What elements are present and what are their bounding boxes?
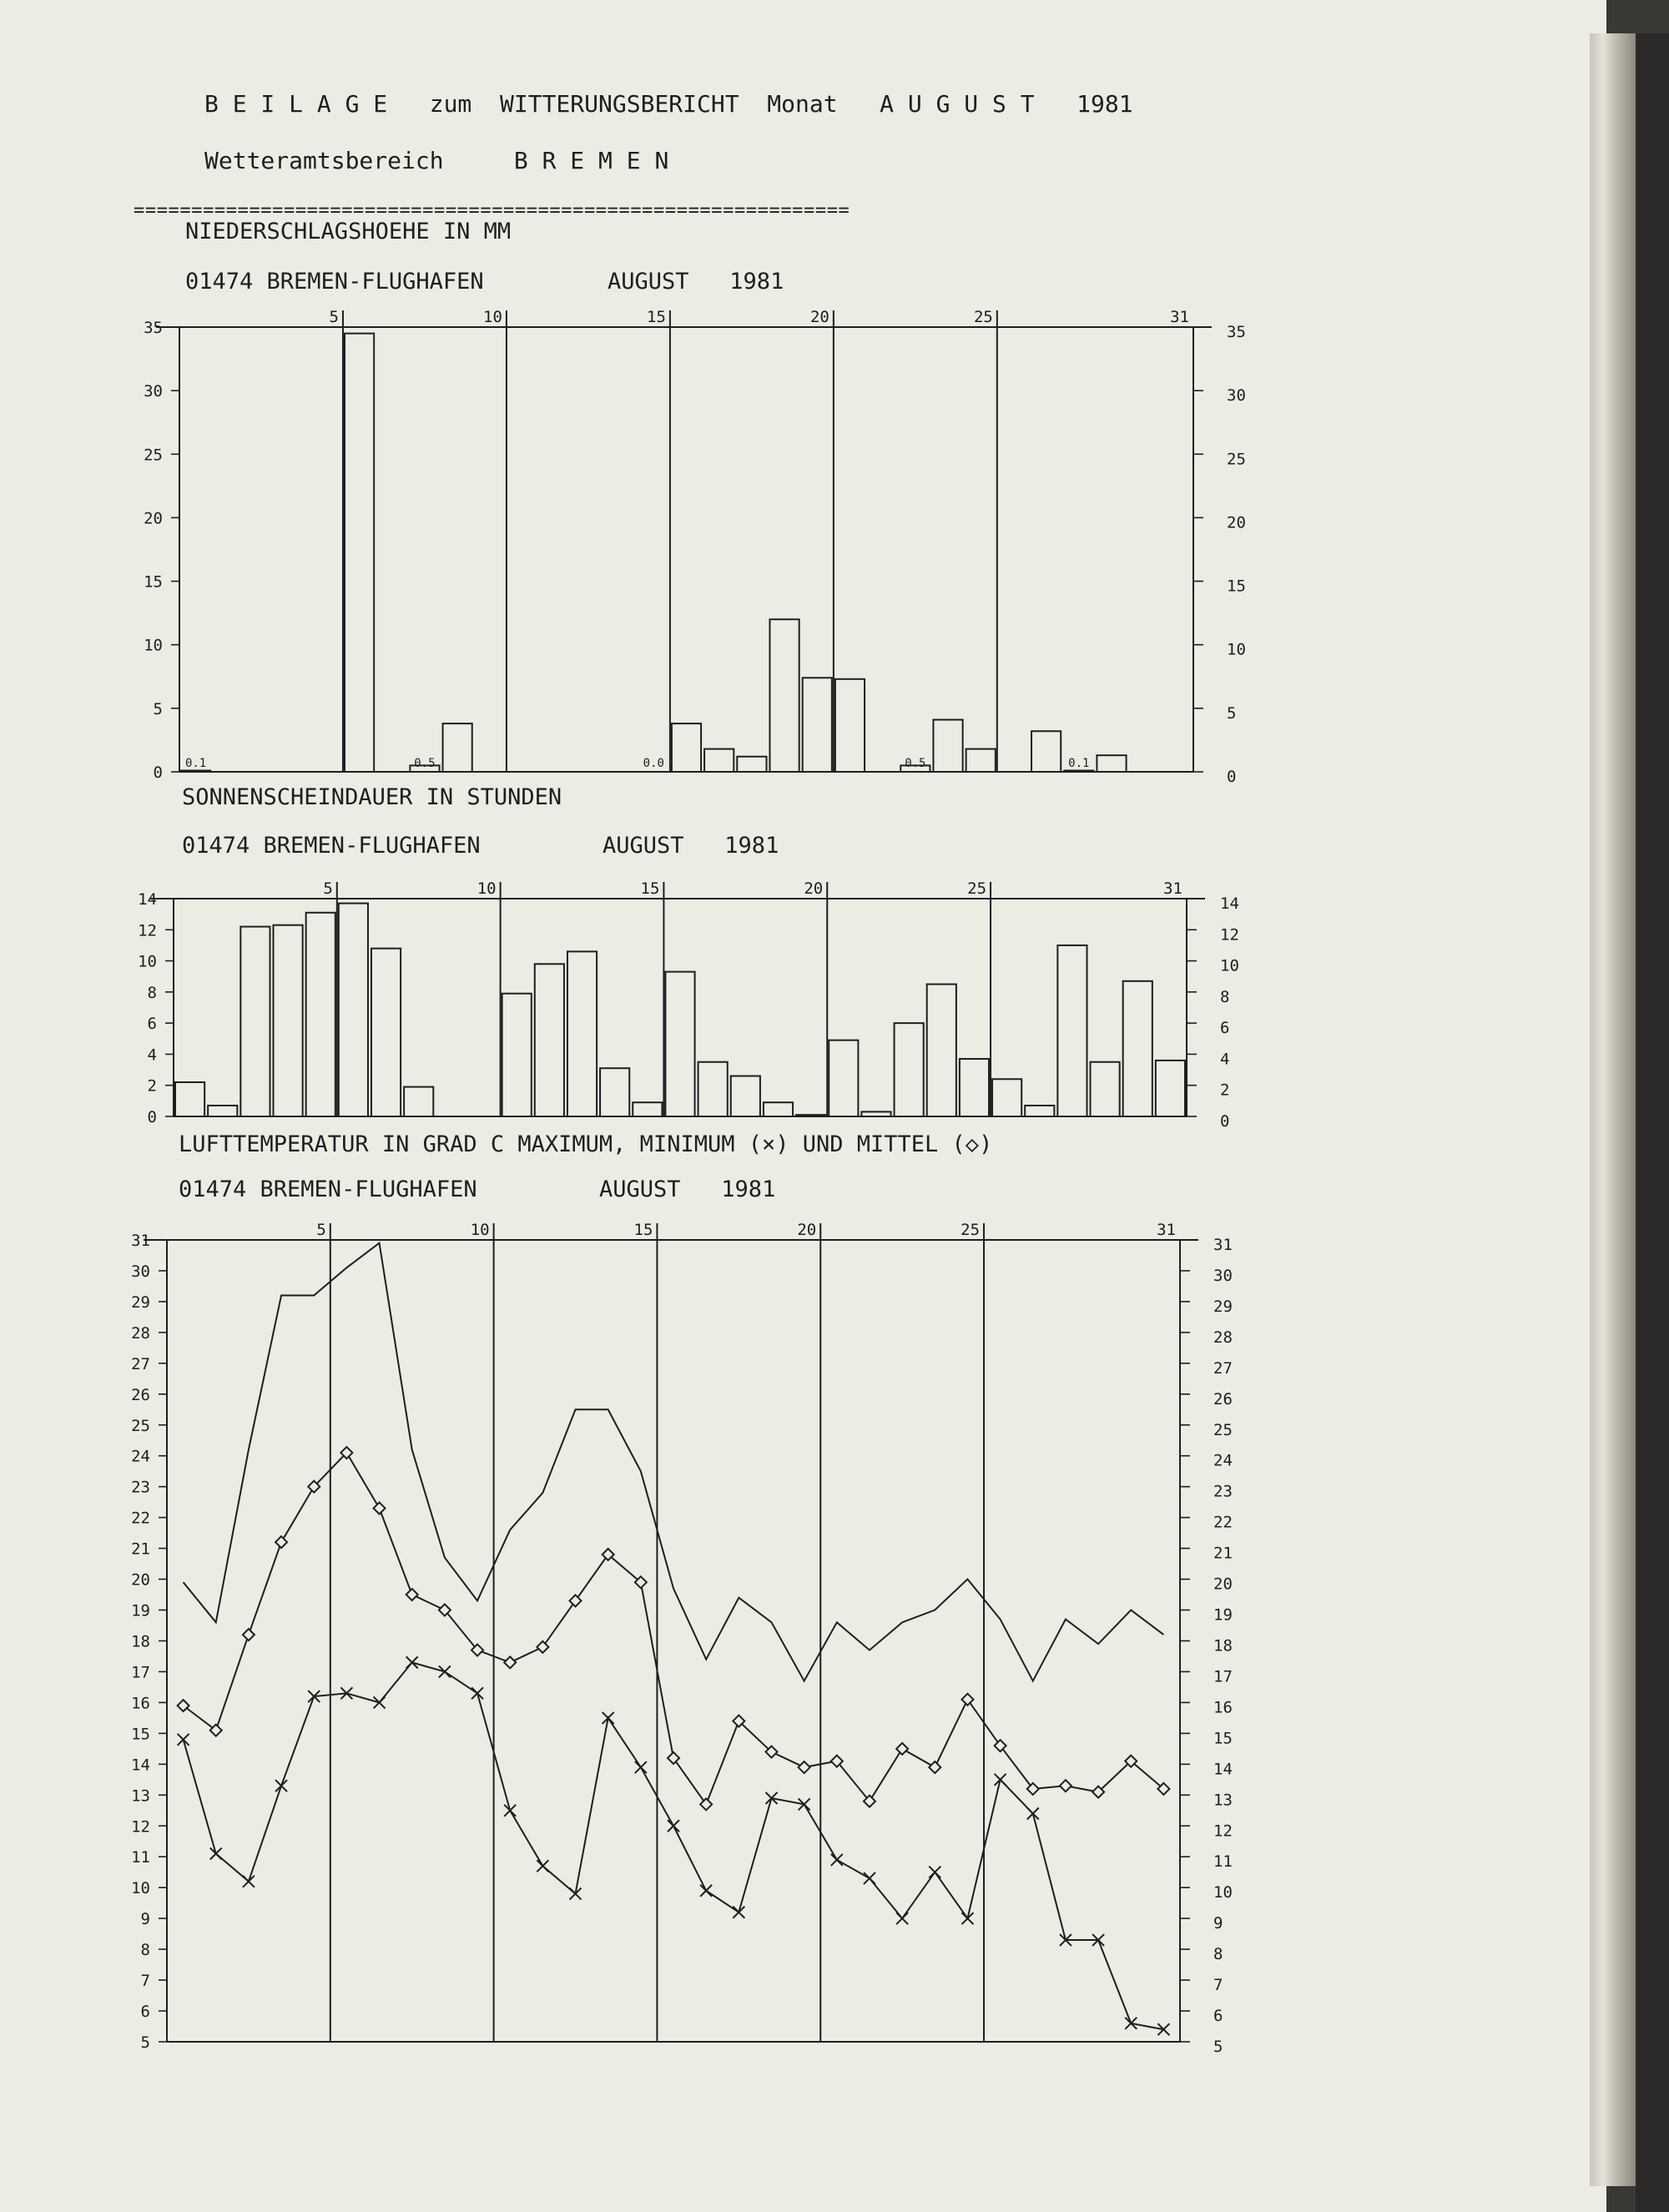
temperature-mittel-point	[1060, 1780, 1071, 1791]
temperature-y-tick-label: 11	[131, 1848, 150, 1867]
temperature-y-tick-label: 24	[131, 1447, 150, 1466]
sunshine-bar	[1091, 1062, 1120, 1116]
precip-bar	[769, 619, 799, 772]
sunshine-y-tick-label: 6	[147, 1015, 157, 1034]
sunshine-y-tick-label-right: 0	[1220, 1112, 1230, 1131]
sunshine-bar	[240, 927, 270, 1116]
sunshine-bar	[992, 1079, 1021, 1116]
temperature-mittel-point	[374, 1503, 386, 1514]
sunshine-y-tick-label: 14	[138, 890, 157, 909]
sunshine-bar	[698, 1062, 728, 1116]
temperature-y-tick-label-right: 23	[1213, 1482, 1233, 1501]
temperature-minimum-point	[439, 1665, 451, 1677]
precip-bar	[803, 678, 832, 772]
sunshine-bar	[633, 1102, 662, 1116]
temperature-y-tick-label: 17	[131, 1663, 150, 1682]
temperature-mittel-point	[537, 1641, 548, 1653]
sunshine-bar	[895, 1023, 924, 1116]
temperature-minimum-point	[929, 1867, 940, 1878]
sunshine-bar	[960, 1059, 989, 1116]
temperature-y-tick-label: 25	[131, 1416, 150, 1435]
precip-y-tick-label: 25	[144, 446, 163, 465]
sunshine-bar	[339, 904, 368, 1116]
sunshine-chart	[138, 879, 1239, 1131]
temperature-y-tick-label: 7	[140, 1972, 150, 1991]
precip-y-tick-label: 15	[144, 572, 163, 592]
temperature-minimum-point	[210, 1848, 222, 1860]
sunshine-bar	[371, 949, 401, 1116]
precip-x-tick-label: 5	[329, 308, 339, 326]
sunshine-y-tick-label: 10	[138, 952, 157, 971]
temperature-y-tick-label: 14	[131, 1756, 150, 1775]
precip-y-tick-label-right: 10	[1227, 640, 1246, 659]
temperature-mittel-point	[799, 1761, 810, 1773]
temperature-minimum-point	[635, 1761, 647, 1773]
precip-y-tick-label: 10	[144, 636, 163, 655]
sunshine-bar	[273, 925, 302, 1116]
temperature-chart	[131, 1221, 1233, 2056]
precip-bar	[345, 334, 374, 772]
precip-y-tick-label: 5	[153, 699, 163, 718]
sunshine-x-tick-label: 31	[1163, 879, 1182, 898]
sunshine-bar	[1156, 1061, 1185, 1116]
precip-bar	[1064, 770, 1093, 772]
precip-y-tick-label-right: 20	[1227, 513, 1246, 532]
precip-bar	[737, 757, 766, 772]
temperature-x-tick-label: 20	[797, 1221, 817, 1239]
sunshine-bar	[764, 1102, 793, 1116]
sunshine-y-tick-label-right: 12	[1220, 925, 1239, 945]
temperature-minimum-point	[961, 1912, 973, 1924]
precip-bar	[1097, 755, 1126, 772]
sunshine-y-tick-label-right: 14	[1220, 894, 1239, 913]
temperature-minimum-point	[504, 1805, 516, 1816]
temperature-y-tick-label-right: 30	[1213, 1266, 1233, 1285]
temperature-y-tick-label: 10	[131, 1879, 150, 1898]
sunshine-bar	[567, 951, 597, 1116]
sunshine-y-tick-label: 12	[138, 921, 157, 940]
precip-x-tick-label: 31	[1170, 308, 1189, 326]
sunshine-bar	[861, 1111, 890, 1116]
temperature-y-tick-label: 6	[140, 2003, 150, 2022]
temperature-y-tick-label: 31	[131, 1232, 150, 1250]
temperature-y-tick-label-right: 27	[1213, 1358, 1233, 1378]
temperature-x-tick-label: 25	[961, 1221, 981, 1239]
precip-y-tick-label-right: 30	[1227, 386, 1246, 406]
precip-y-tick-label: 20	[144, 509, 163, 528]
precip-y-tick-label: 0	[153, 763, 163, 782]
temperature-y-tick-label: 9	[140, 1910, 150, 1929]
precip-bar	[672, 723, 701, 772]
temperature-y-tick-label: 5	[140, 2033, 150, 2052]
temperature-y-tick-label: 26	[131, 1385, 150, 1404]
temperature-y-tick-label-right: 9	[1213, 1914, 1223, 1933]
precip-y-tick-label-right: 25	[1227, 450, 1246, 469]
temperature-y-tick-label: 23	[131, 1478, 150, 1497]
temperature-y-tick-label-right: 13	[1213, 1791, 1233, 1810]
temperature-minimum-point	[1027, 1807, 1039, 1819]
temperature-y-tick-label-right: 19	[1213, 1605, 1233, 1625]
sunshine-y-tick-label-right: 2	[1220, 1081, 1230, 1100]
temperature-mittel-point	[570, 1595, 582, 1606]
temperature-minimum-point	[864, 1872, 875, 1884]
sunshine-y-tick-label-right: 8	[1220, 987, 1230, 1006]
precip-bar-label: 0.5	[414, 757, 436, 770]
sunshine-x-tick-label: 25	[967, 879, 987, 898]
temperature-x-tick-label: 10	[470, 1221, 490, 1239]
temperature-y-tick-label: 12	[131, 1817, 150, 1837]
sunshine-bar	[1057, 945, 1087, 1116]
temperature-minimum-point	[668, 1820, 679, 1832]
sunshine-bar	[502, 994, 532, 1116]
sunshine-bar	[175, 1082, 204, 1116]
temperature-y-tick-label-right: 24	[1213, 1451, 1233, 1470]
temperature-x-tick-label: 5	[316, 1221, 326, 1239]
precip-bar-label: 0.5	[905, 757, 926, 770]
sunshine-x-tick-label: 10	[476, 879, 497, 898]
temperature-x-tick-label: 15	[633, 1221, 653, 1239]
temperature-y-tick-label-right: 12	[1213, 1821, 1233, 1841]
report-header-title: B E I L A G E zum WITTERUNGSBERICHT Monat A U G U S T 1981	[204, 90, 1133, 118]
temperature-y-tick-label-right: 18	[1213, 1636, 1233, 1655]
temperature-mittel-point	[929, 1761, 940, 1773]
precip-bar	[181, 770, 210, 772]
sunshine-y-tick-label-right: 4	[1220, 1050, 1230, 1069]
precipitation-chart	[144, 308, 1246, 786]
temperature-mittel-point	[504, 1656, 516, 1668]
header-separator: ==============================================================	[134, 200, 850, 221]
temperature-y-tick-label-right: 22	[1213, 1513, 1233, 1532]
temperature-mittel-point	[896, 1743, 908, 1755]
sunshine-bar	[1025, 1106, 1054, 1116]
sunshine-x-tick-label: 5	[323, 879, 333, 898]
precip-bar	[704, 749, 734, 772]
temperature-y-tick-label: 18	[131, 1632, 150, 1651]
sunshine-bar	[600, 1068, 629, 1116]
temperature-y-tick-label: 13	[131, 1786, 150, 1806]
sunshine-bar	[208, 1106, 237, 1116]
temperature-y-tick-label: 16	[131, 1694, 150, 1713]
temperature-minimum-point	[831, 1854, 843, 1866]
temperature-y-tick-label: 27	[131, 1354, 150, 1373]
temperature-mittel-point	[700, 1798, 712, 1810]
temperature-y-tick-label-right: 20	[1213, 1575, 1233, 1594]
temperature-y-tick-label-right: 31	[1213, 1236, 1233, 1254]
temperature-minimum-point	[275, 1780, 287, 1791]
precip-station: 01474 BREMEN-FLUGHAFEN	[185, 269, 484, 295]
precip-y-tick-label-right: 0	[1227, 768, 1237, 786]
temperature-y-tick-label-right: 11	[1213, 1852, 1233, 1872]
temperature-x-tick-label: 31	[1157, 1221, 1176, 1239]
precip-y-tick-label: 30	[144, 382, 163, 401]
precip-bar-label: 0.0	[643, 757, 664, 770]
precip-x-tick-label: 10	[483, 308, 502, 326]
temperature-y-tick-label-right: 5	[1213, 2038, 1223, 2056]
temperature-y-tick-label: 19	[131, 1601, 150, 1620]
temperature-minimum-point	[700, 1885, 712, 1897]
sunshine-bar	[1123, 981, 1152, 1116]
sunshine-bar	[404, 1087, 433, 1116]
precip-y-tick-label: 35	[144, 319, 163, 337]
precip-x-tick-label: 20	[809, 308, 829, 326]
temperature-mittel-point	[406, 1589, 418, 1600]
sunshine-bar	[829, 1040, 858, 1116]
temperature-y-tick-label: 21	[131, 1539, 150, 1559]
temperature-y-tick-label-right: 14	[1213, 1760, 1233, 1779]
sunshine-bar	[927, 985, 956, 1116]
sunshine-x-tick-label: 20	[804, 879, 824, 898]
sunshine-station: 01474 BREMEN-FLUGHAFEN	[182, 833, 481, 859]
precip-y-tick-label-right: 5	[1227, 703, 1237, 723]
temperature-y-tick-label-right: 26	[1213, 1389, 1233, 1408]
sunshine-chart-title: SONNENSCHEINDAUER IN STUNDEN	[182, 784, 562, 810]
temperature-minimum-point	[178, 1734, 189, 1746]
precip-bar	[933, 720, 962, 772]
temperature-minimum-point	[471, 1687, 483, 1699]
precip-bar	[966, 749, 996, 772]
temperature-y-tick-label: 28	[131, 1323, 150, 1343]
temperature-y-tick-label-right: 16	[1213, 1698, 1233, 1717]
temperature-y-tick-label: 22	[131, 1509, 150, 1528]
temperature-y-tick-label-right: 28	[1213, 1328, 1233, 1347]
precip-bar	[1031, 731, 1061, 772]
sunshine-y-tick-label-right: 6	[1220, 1019, 1230, 1038]
temperature-y-tick-label-right: 7	[1213, 1976, 1223, 1995]
temperature-y-tick-label: 29	[131, 1292, 150, 1312]
precip-x-tick-label: 15	[647, 308, 666, 326]
precip-x-tick-label: 25	[973, 308, 993, 326]
temperature-y-tick-label-right: 10	[1213, 1883, 1233, 1902]
sunshine-x-tick-label: 15	[640, 879, 660, 898]
sunshine-period: AUGUST 1981	[603, 833, 779, 859]
sunshine-y-tick-label: 2	[147, 1076, 157, 1096]
precip-bar-label: 0.1	[1068, 757, 1090, 770]
temperature-station: 01474 BREMEN-FLUGHAFEN	[179, 1177, 477, 1202]
temperature-y-tick-label: 20	[131, 1570, 150, 1590]
temperature-y-tick-label-right: 21	[1213, 1544, 1233, 1563]
precip-bar-label: 0.1	[184, 757, 207, 770]
temperature-period: AUGUST 1981	[599, 1177, 776, 1202]
temperature-y-tick-label: 15	[131, 1725, 150, 1744]
temperature-y-tick-label-right: 6	[1213, 2007, 1223, 2026]
sunshine-y-tick-label: 8	[147, 983, 157, 1002]
temperature-y-tick-label-right: 17	[1213, 1667, 1233, 1686]
sunshine-bar	[796, 1115, 825, 1116]
temperature-minimum-point	[243, 1876, 255, 1887]
precip-bar	[443, 723, 472, 772]
sunshine-y-tick-label: 0	[147, 1108, 157, 1126]
temperature-y-tick-label-right: 8	[1213, 1945, 1223, 1964]
temperature-y-tick-label: 8	[140, 1941, 150, 1960]
temperature-minimum-point	[374, 1696, 386, 1708]
temperature-minimum-point	[406, 1656, 418, 1668]
sunshine-y-tick-label-right: 10	[1220, 956, 1239, 975]
sunshine-bar	[535, 964, 564, 1116]
precip-period: AUGUST 1981	[608, 269, 784, 295]
temperature-chart-title: LUFTTEMPERATUR IN GRAD C MAXIMUM, MINIMUM (×) UND MITTEL (◇)	[179, 1131, 993, 1157]
temperature-y-tick-label-right: 25	[1213, 1420, 1233, 1439]
precip-y-tick-label-right: 15	[1227, 577, 1246, 596]
sunshine-y-tick-label: 4	[147, 1046, 157, 1065]
sunshine-bar	[731, 1076, 760, 1116]
precip-chart-title: NIEDERSCHLAGSHOEHE IN MM	[185, 219, 512, 244]
temperature-y-tick-label-right: 15	[1213, 1729, 1233, 1748]
temperature-y-tick-label: 30	[131, 1262, 150, 1281]
temperature-y-tick-label-right: 29	[1213, 1297, 1233, 1316]
temperature-mittel-point	[243, 1629, 255, 1640]
report-header-region: Wetteramtsbereich B R E M E N	[204, 147, 669, 174]
sunshine-bar	[306, 913, 335, 1116]
precip-y-tick-label-right: 35	[1227, 323, 1246, 341]
sunshine-bar	[665, 972, 694, 1116]
temperature-minimum-point	[995, 1774, 1006, 1786]
temperature-minimum-point	[537, 1860, 548, 1872]
temperature-mittel-point	[275, 1536, 287, 1548]
temperature-mittel-point	[961, 1694, 973, 1706]
temperature-minimum-point	[896, 1912, 908, 1924]
temperature-minimum-point	[733, 1907, 744, 1918]
temperature-mittel-point	[668, 1752, 679, 1764]
precip-bar	[835, 679, 865, 772]
